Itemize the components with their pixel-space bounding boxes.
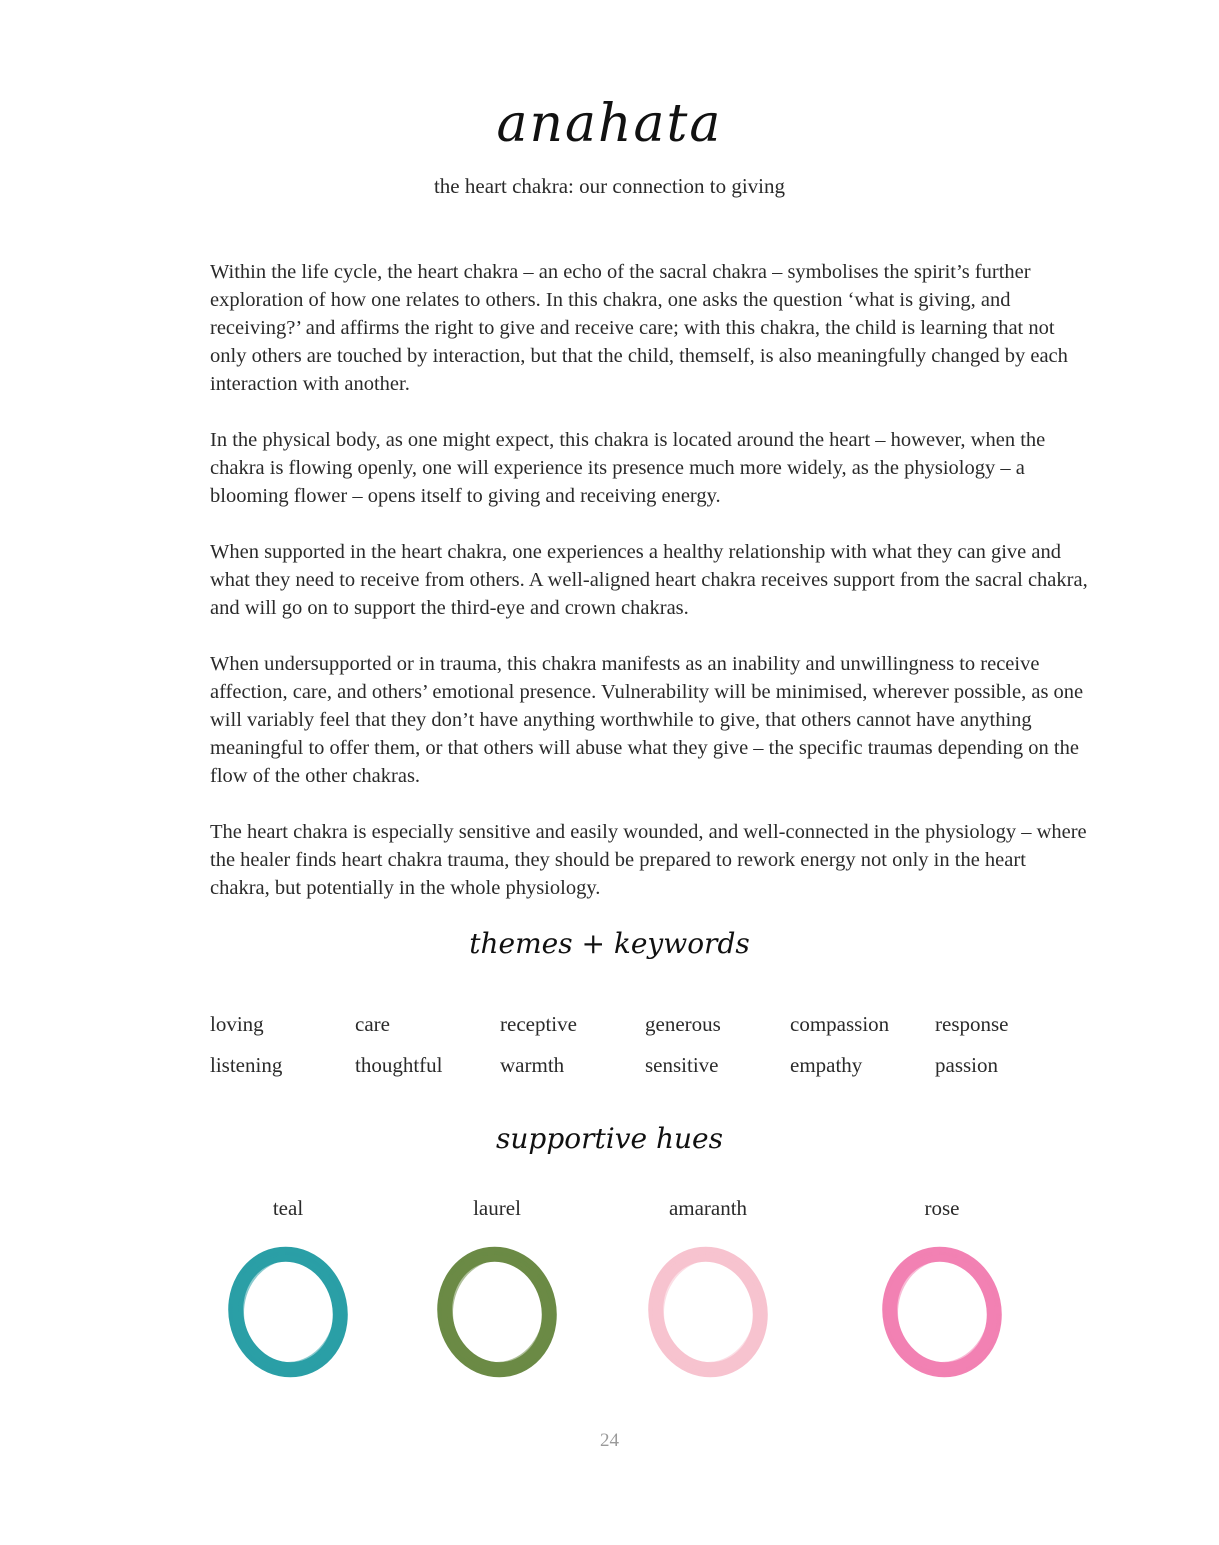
paragraph: When supported in the heart chakra, one experiences a healthy relationship with what they can give and what they need to receive from others. A well-aligned heart chakra receives support from the sacral chakra, and will go on to support the third-eye and crown chakras. bbox=[210, 541, 1088, 619]
hue-swatch-teal bbox=[203, 1198, 373, 1387]
laurel-ring-icon bbox=[427, 1237, 567, 1387]
hue-swatch-amaranth bbox=[623, 1198, 793, 1387]
keyword: sensitive bbox=[645, 1053, 719, 1077]
hue-label: laurel bbox=[473, 1196, 521, 1220]
keyword: listening bbox=[210, 1053, 283, 1077]
keyword: receptive bbox=[500, 1012, 577, 1036]
rose-ring-icon bbox=[872, 1237, 1012, 1387]
hues-heading: supportive hues bbox=[496, 1122, 723, 1155]
hue-label: teal bbox=[272, 1196, 304, 1220]
keyword: thoughtful bbox=[355, 1053, 443, 1077]
keyword: loving bbox=[210, 1012, 264, 1036]
themes-heading: themes + keywords bbox=[469, 927, 750, 960]
keyword: warmth bbox=[500, 1053, 565, 1077]
page-subtitle: the heart chakra: our connection to giving bbox=[433, 174, 786, 198]
amaranth-ring-icon bbox=[638, 1237, 778, 1387]
hue-label: amaranth bbox=[668, 1196, 748, 1220]
teal-ring-icon bbox=[218, 1237, 358, 1387]
paragraph: In the physical body, as one might expect, this chakra is located around the heart – however, when the chakra is flowing openly, one will experience its presence much more widely, as the physiology – a blooming flower – opens itself to giving and receiving energy. bbox=[210, 429, 1046, 507]
paragraph: Within the life cycle, the heart chakra – an echo of the sacral chakra – symbolises the spirit’s further exploration of how one relates to others. In this chakra, one asks the question ‘what is giving, and receiving?’ and affirms the right to give and receive care; with this chakra, the child is learning that not only others are touched by interaction, but that the child, themself, is also meaningfully changed by each interaction with another. bbox=[210, 261, 1068, 395]
keyword: care bbox=[355, 1012, 390, 1036]
keyword: generous bbox=[645, 1012, 721, 1036]
hue-swatch-rose bbox=[857, 1198, 1027, 1387]
keyword-grid bbox=[210, 1010, 1080, 1079]
keyword: response bbox=[935, 1012, 1009, 1036]
keyword: passion bbox=[935, 1053, 998, 1077]
hue-label: rose bbox=[924, 1196, 960, 1220]
keyword: compassion bbox=[790, 1012, 890, 1036]
keyword: empathy bbox=[790, 1053, 863, 1077]
hue-swatch-laurel bbox=[412, 1198, 582, 1387]
paragraph: The heart chakra is especially sensitive and easily wounded, and well-connected in the physiology – where the healer finds heart chakra trauma, they should be prepared to rework energy not only in the heart chakra, but potentially in the whole physiology. bbox=[210, 821, 1087, 899]
paragraph: When undersupported or in trauma, this chakra manifests as an inability and unwillingness to receive affection, care, and others’ emotional presence. Vulnerability will be minimised, wherever possible, as one will variably feel that they don’t have anything worthwhile to give, that others cannot have anything meaningful to offer them, or that others will abuse what they give – the specific traumas depending on the flow of the other chakras. bbox=[210, 653, 1084, 787]
page-title: anahata bbox=[496, 94, 723, 154]
body-text bbox=[210, 258, 1088, 930]
page-number: 24 bbox=[600, 1430, 619, 1451]
